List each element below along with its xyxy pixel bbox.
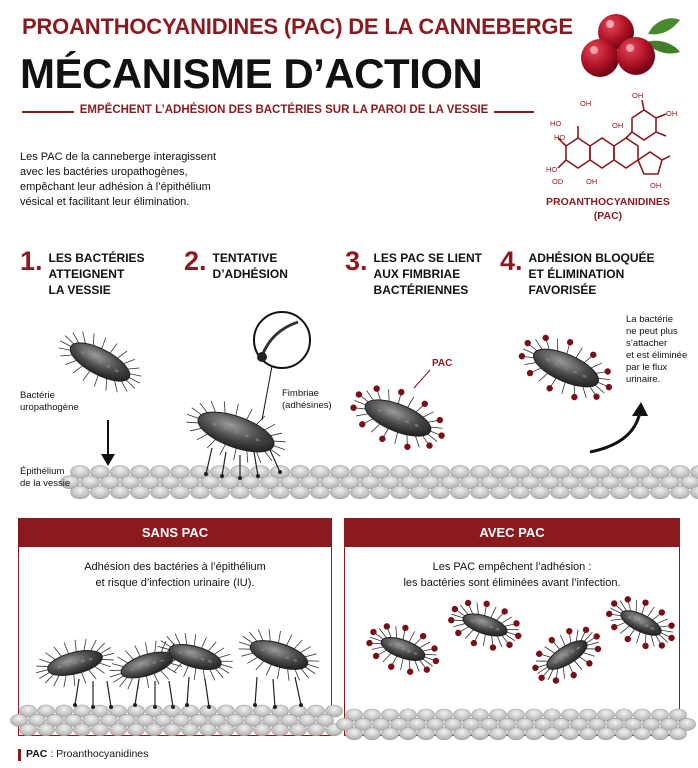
step-4: 4. ADHÉSION BLOQUÉE ET ÉLIMINATION FAVORISÉE (500, 246, 655, 297)
mechanism-illustration (0, 300, 698, 510)
bacterium-icon (31, 631, 120, 694)
panel-without-pac (18, 518, 332, 736)
panel-with-illustration (345, 607, 679, 735)
panel-title: SANS PAC (19, 519, 331, 547)
molecule-atom: HO (546, 165, 558, 174)
molecule-atom: OH (650, 181, 662, 190)
subtitle: EMPÊCHENT L’ADHÉSION DES BACTÉRIES SUR LA PAROI DE LA VESSIE (79, 104, 489, 116)
molecule-atom: OH (632, 91, 644, 100)
molecule-atom: OD (552, 177, 564, 186)
arrow-down-icon (101, 420, 115, 466)
bacteria-label: Bactérie uropathogène (20, 390, 79, 413)
bacterium-icon (103, 632, 191, 698)
epithelium-cells (11, 705, 343, 736)
bacterium-icon (232, 620, 326, 690)
molecule-atom: OH (612, 121, 624, 130)
molecule-atom: OH (586, 177, 598, 186)
panel-title: AVEC PAC (345, 519, 679, 547)
elimination-note: La bactérie ne peut plus s’attacher et est éliminée par le flux urinaire. (626, 314, 688, 385)
panel-description: Adhésion des bactéries à l’épithélium et risque d’infection urinaire (IU). (84, 561, 266, 589)
epithelium-layer (61, 466, 698, 499)
molecule-atom: HO (554, 133, 566, 142)
step-number: 1. (20, 246, 43, 276)
bacterium-icon (343, 374, 456, 464)
subtitle-rule-left (22, 111, 74, 113)
bacterium-icon (360, 614, 447, 684)
fimbriae-label: Fimbriae (adhésines) (282, 388, 332, 411)
bacterium-icon (443, 591, 529, 660)
molecule-atom: OH (666, 109, 678, 118)
panel-description: Les PAC empêchent l’adhésion : les bactéries sont éliminées avant l’infection. (403, 561, 621, 589)
footer-accent-bar (18, 749, 21, 761)
footer-abbr: PAC (26, 748, 48, 760)
epithelium-cells (61, 466, 698, 499)
footer-note (26, 748, 148, 760)
epithelium-cells (337, 709, 696, 740)
step-1: 1. LES BACTÉRIES ATTEIGNENT LA VESSIE (20, 246, 145, 297)
title-line1: PROANTHOCYANIDINES (PAC) DE LA CANNEBERGE (22, 14, 573, 39)
bacterium-icon (510, 322, 623, 414)
panel-without-illustration (19, 607, 331, 735)
cranberries-image (576, 8, 686, 84)
step-2: 2. TENTATIVE D’ADHÉSION (184, 246, 288, 281)
step-number: 2. (184, 246, 207, 276)
epithelium-label: Épithélium de la vessie (20, 466, 71, 489)
panel-with-pac (344, 518, 680, 736)
molecule-atom: OH (580, 99, 592, 108)
footer-definition: : Proanthocyanidines (50, 748, 149, 760)
molecule-atom: HO (550, 119, 562, 128)
pac-label: PAC (432, 358, 453, 369)
pac-molecule-diagram (546, 88, 686, 192)
subtitle-rule-right (494, 111, 534, 113)
bacterium-icon (523, 615, 612, 695)
bacterium-icon (599, 586, 685, 660)
curved-arrow-icon (590, 402, 648, 452)
molecule-name: PROANTHOCYANIDINES (PAC) (546, 196, 670, 222)
step-number: 3. (345, 246, 368, 276)
fimbriae-attachment (73, 677, 303, 709)
bacterium-icon (178, 389, 294, 476)
step-3: 3. LES PAC SE LIENT AUX FIMBRIAE BACTÉRIENNES (345, 246, 482, 297)
intro-text: Les PAC de la canneberge interagissent avec les bactéries uropathogènes, empêchant leur adhésion à l’épithélium vésical et facilitant leur élimination. (20, 151, 217, 208)
title-line2: MÉCANISME D’ACTION (20, 50, 483, 97)
step-number: 4. (500, 246, 523, 276)
